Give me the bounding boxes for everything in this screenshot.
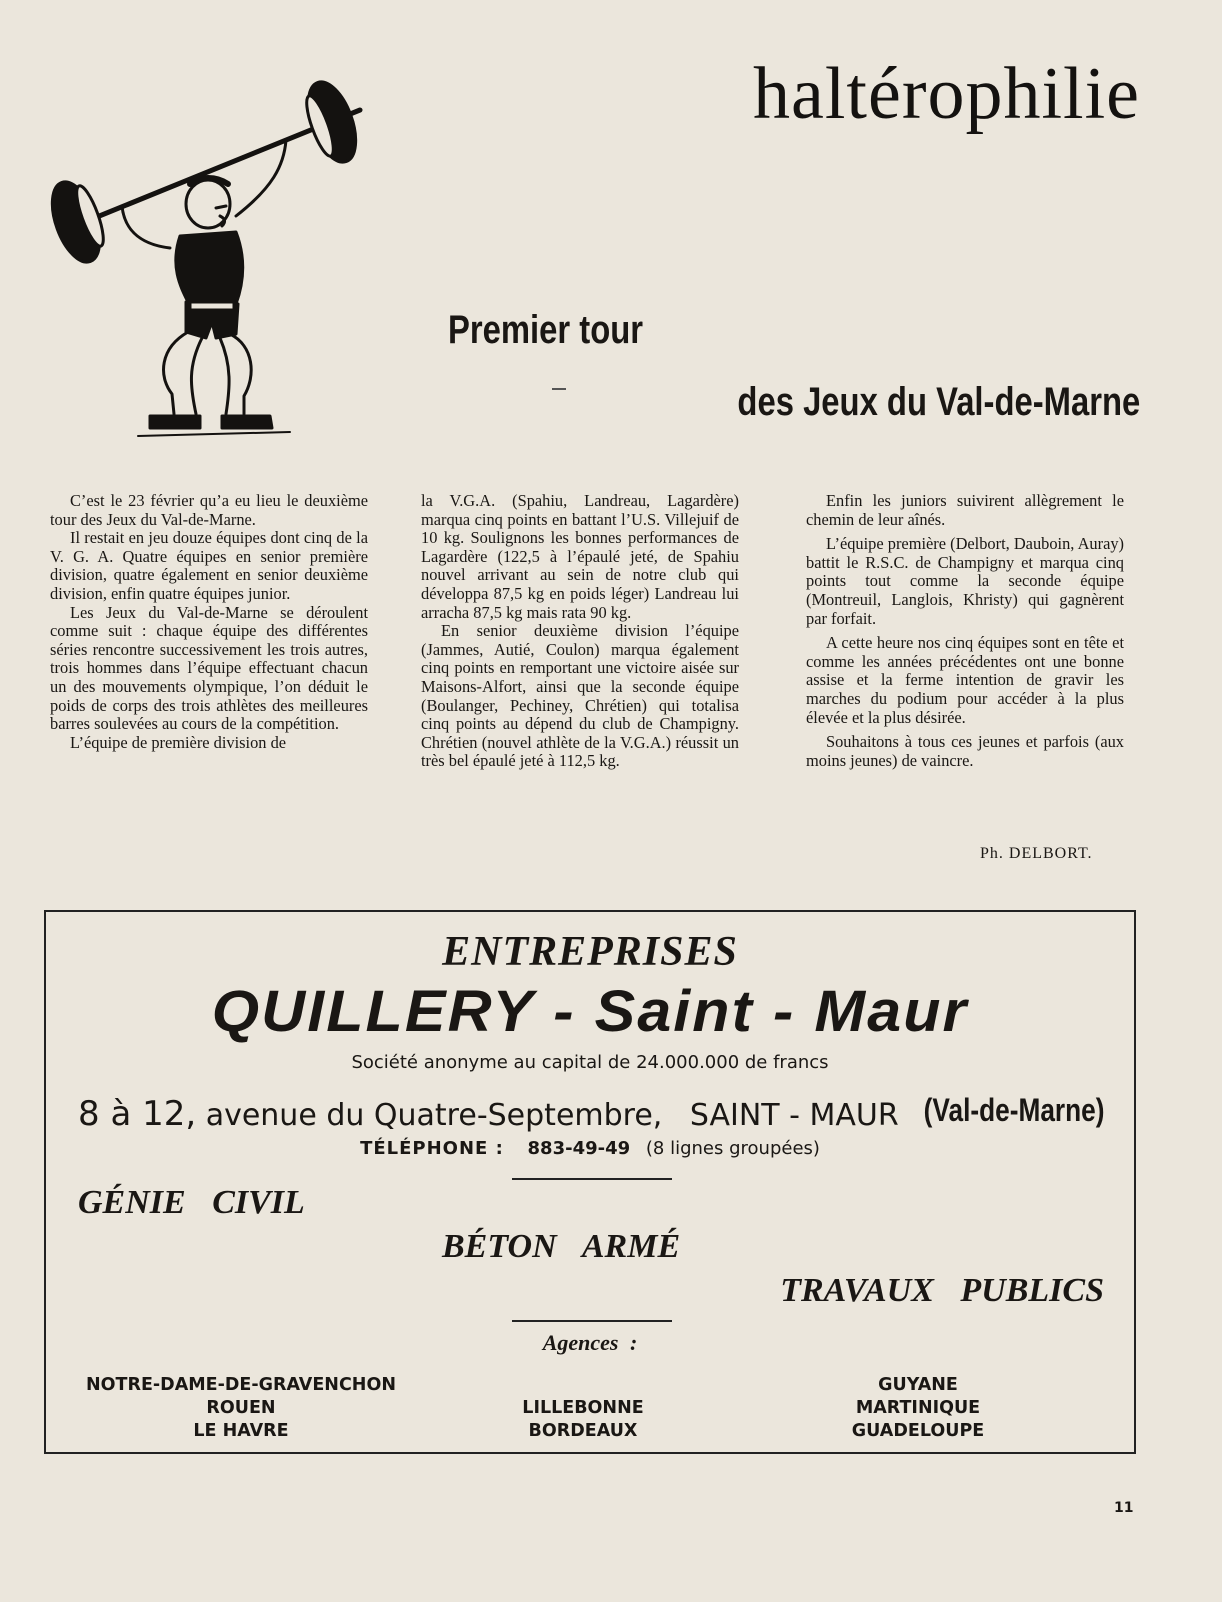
ad-company-name: QUILLERY - Saint - Maur [211,979,969,1044]
ad-phone [46,1138,1134,1159]
ad-agency: ROUEN [206,1398,276,1418]
page-number: 11 [1114,1500,1134,1516]
ad-address-number: 8 à 12, [78,1094,197,1134]
article-column-1 [50,492,368,752]
ad-agency: NOTRE-DAME-DE-GRAVENCHON [86,1375,396,1395]
paragraph: Souhaitons à tous ces jeunes et parfois (aux moins jeunes) de vaincre. [806,732,1124,770]
ad-agency: LE HAVRE [193,1421,289,1441]
headline-line-2: des Jeux du Val-de-Marne [737,380,1140,424]
paragraph: C’est le 23 février qu’a eu lieu le deuxième tour des Jeux du Val-de-Marne. [50,491,368,529]
ad-agency: MARTINIQUE [855,1398,981,1418]
headline-dash [552,388,566,390]
ad-phone-number: 883-49-49 [527,1138,631,1159]
ad-agency-column [76,1374,406,1443]
article-column-3 [806,492,1124,776]
section-title: haltérophilie [753,53,1140,135]
ad-address-city: SAINT - MAUR [689,1098,899,1133]
ad-agency: LILLEBONNE [522,1398,644,1418]
ad-agencies-label: Agences : [542,1330,638,1355]
ad-agency: GUADELOUPE [851,1421,985,1441]
ad-service-travaux-publics: TRAVAUX PUBLICS [780,1272,1104,1309]
ad-capital: Société anonyme au capital de 24.000.000 de francs [351,1052,829,1073]
ad-agency-column [818,1374,1018,1443]
paragraph: A cette heure nos cinq équipes sont en tête et comme les années précédentes ont une bonne assise et la ferme intention de gravir les marches du podium pour accéder à la plus élevée et la plus désirée. [806,633,1124,727]
ad-entreprises: ENTREPRISES [442,929,738,975]
paragraph: Enfin les juniors suivirent allègrement le chemin de leur aînés. [806,491,1124,529]
ad-divider [512,1178,672,1180]
ad-service-genie-civil: GÉNIE CIVIL [78,1184,305,1221]
paragraph: En senior deuxième division l’équipe (Jammes, Autié, Coulon) marqua également cinq points en remportant une victoire aisée sur Maisons-Alfort, ainsi que la seconde équipe (Boulanger, Pechiney, Chrétien) qui totalisa cinq points au dépend du club de Champigny. Chrétien (nouvel athlète de la V.G.A.) réussit un très bel épaulé jeté à 112,5 kg. [421,621,739,771]
ad-agency-column [478,1397,688,1443]
paragraph: L’équipe de première division de [70,732,287,752]
headline-line-1: Premier tour [448,308,644,352]
ad-agency: BORDEAUX [528,1421,638,1441]
paragraph: Les Jeux du Val-de-Marne se déroulent comme suit : chaque équipe des différentes séries rencontre successivement les trois autres, trois hommes dans l’équipe effectuant chacun un des mouvements olympique, l’on déduit le poids de corps des trois athlètes des meilleures barres soulevées au cours de la compétition. [50,602,368,734]
paragraph: Il restait en jeu douze équipes dont cinq de la V. G. A. Quatre équipes en senior première division, quatre également en senior deuxième division, enfin quatre équipes junior. [50,528,368,603]
weightlifter-cartoon-icon [40,76,385,446]
ad-address [78,1094,899,1134]
article-column-2 [421,492,739,771]
ad-address-street: avenue du Quatre-Septembre, [205,1098,663,1133]
article-signature: Ph. DELBORT. [980,845,1093,862]
ad-agency: GUYANE [878,1375,958,1395]
ad-divider [512,1320,672,1322]
ad-phone-extra: (8 lignes groupées) [645,1138,820,1159]
ad-phone-label: TÉLÉPHONE : [360,1138,504,1159]
advertisement-box [44,910,1136,1454]
ad-address-dept: (Val-de-Marne) [923,1092,1104,1128]
paragraph: L’équipe première (Delbort, Dauboin, Auray) battit le R.S.C. de Champigny et marqua cinq points tout comme la seconde équipe (Montreuil, Langlois, Khristy) qui gagnèrent par forfait. [806,534,1124,628]
ad-service-beton-arme: BÉTON ARMÉ [442,1228,681,1265]
paragraph: la V.G.A. (Spahiu, Landreau, Lagardère) marqua cinq points en battant l’U.S. Villejuif de 10 kg. Soulignons les bonnes performances de Lagardère (122,5 à l’épaulé jeté, de Spahiu nouvel arrivant au sein de notre club qui développa 87,5 kg en poids léger) Landreau lui arracha 87,5 kg mais rata 90 kg. [421,491,739,622]
